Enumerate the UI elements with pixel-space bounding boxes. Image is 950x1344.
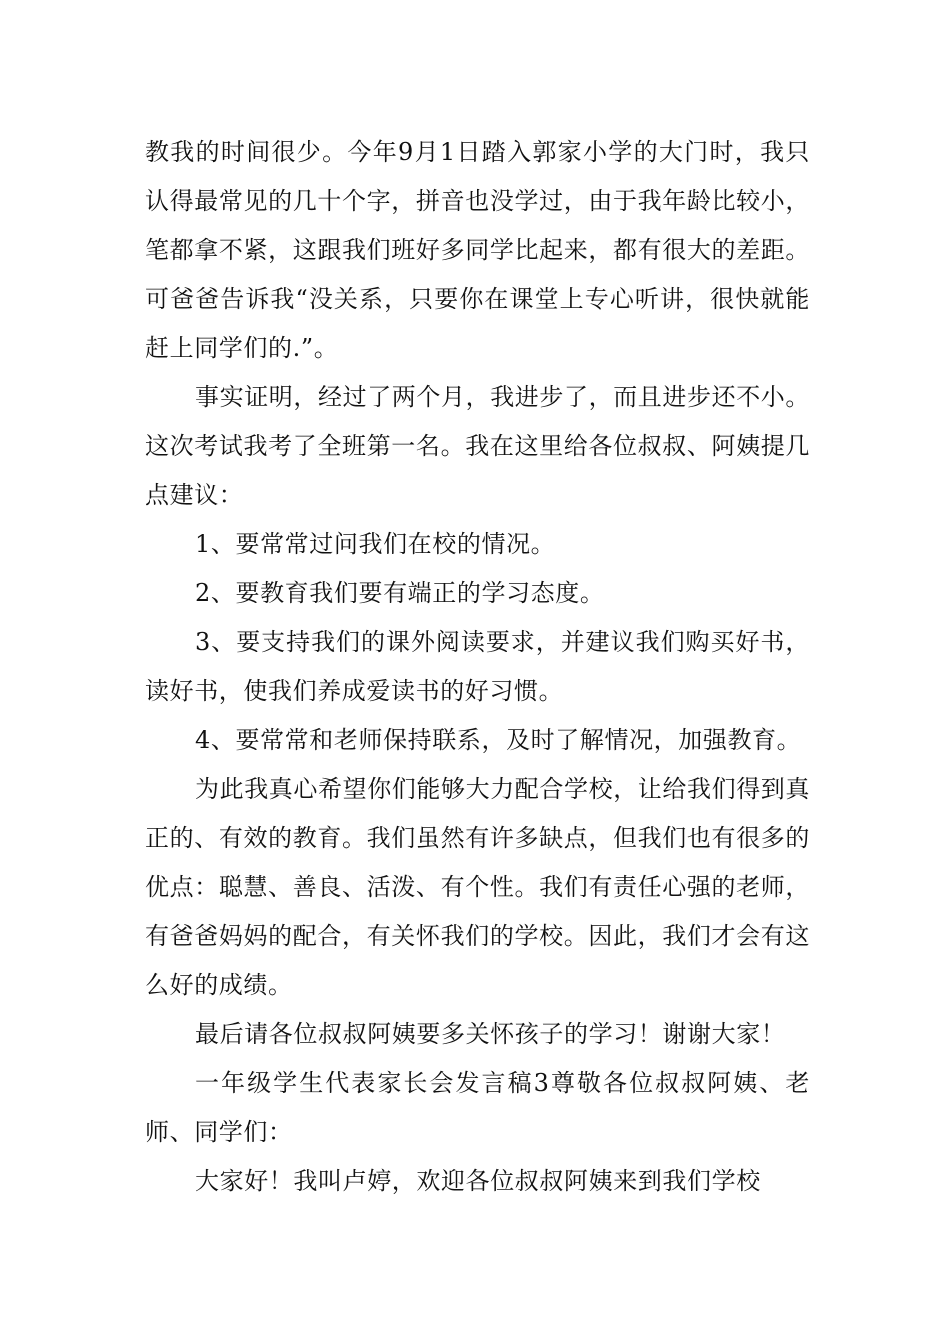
paragraph-suggestion-4: 4、要常常和老师保持联系，及时了解情况，加强教育。 [195, 726, 802, 754]
paragraph-greeting: 大家好！我叫卢婷，欢迎各位叔叔阿姨来到我们学校 [195, 1167, 761, 1195]
paragraph-suggestion-1: 1、要常常过问我们在校的情况。 [195, 530, 556, 558]
paragraph-intro: 教我的时间很少。今年9月1日踏入郭家小学的大门时，我只认得最常见的几十个字，拼音也没学过，由于我年龄比较小，笔都拿不紧，这跟我们班好多同学比起来，都有很大的差距。可爸爸告诉我“没关系，只要你在课堂上专心听讲，很快就能赶上同学们的.”。 [145, 138, 810, 362]
paragraph-progress: 事实证明，经过了两个月，我进步了，而且进步还不小。这次考试我考了全班第一名。我在这里给各位叔叔、阿姨提几点建议： [145, 383, 810, 509]
paragraph-thanks: 最后请各位叔叔阿姨要多关怀孩子的学习！谢谢大家！ [195, 1020, 786, 1048]
paragraph-hope: 为此我真心希望你们能够大力配合学校，让给我们得到真正的、有效的教育。我们虽然有许多缺点，但我们也有很多的优点：聪慧、善良、活泼、有个性。我们有责任心强的老师，有爸爸妈妈的配合，有关怀我们的学校。因此，我们才会有这么好的成绩。 [145, 775, 810, 999]
paragraph-suggestion-2: 2、要教育我们要有端正的学习态度。 [195, 579, 605, 607]
paragraph-speech-3-heading: 一年级学生代表家长会发言稿3尊敬各位叔叔阿姨、老师、同学们： [145, 1069, 810, 1146]
document-body [145, 128, 810, 1206]
paragraph-suggestion-3: 3、要支持我们的课外阅读要求，并建议我们购买好书，读好书，使我们养成爱读书的好习惯。 [145, 628, 810, 705]
